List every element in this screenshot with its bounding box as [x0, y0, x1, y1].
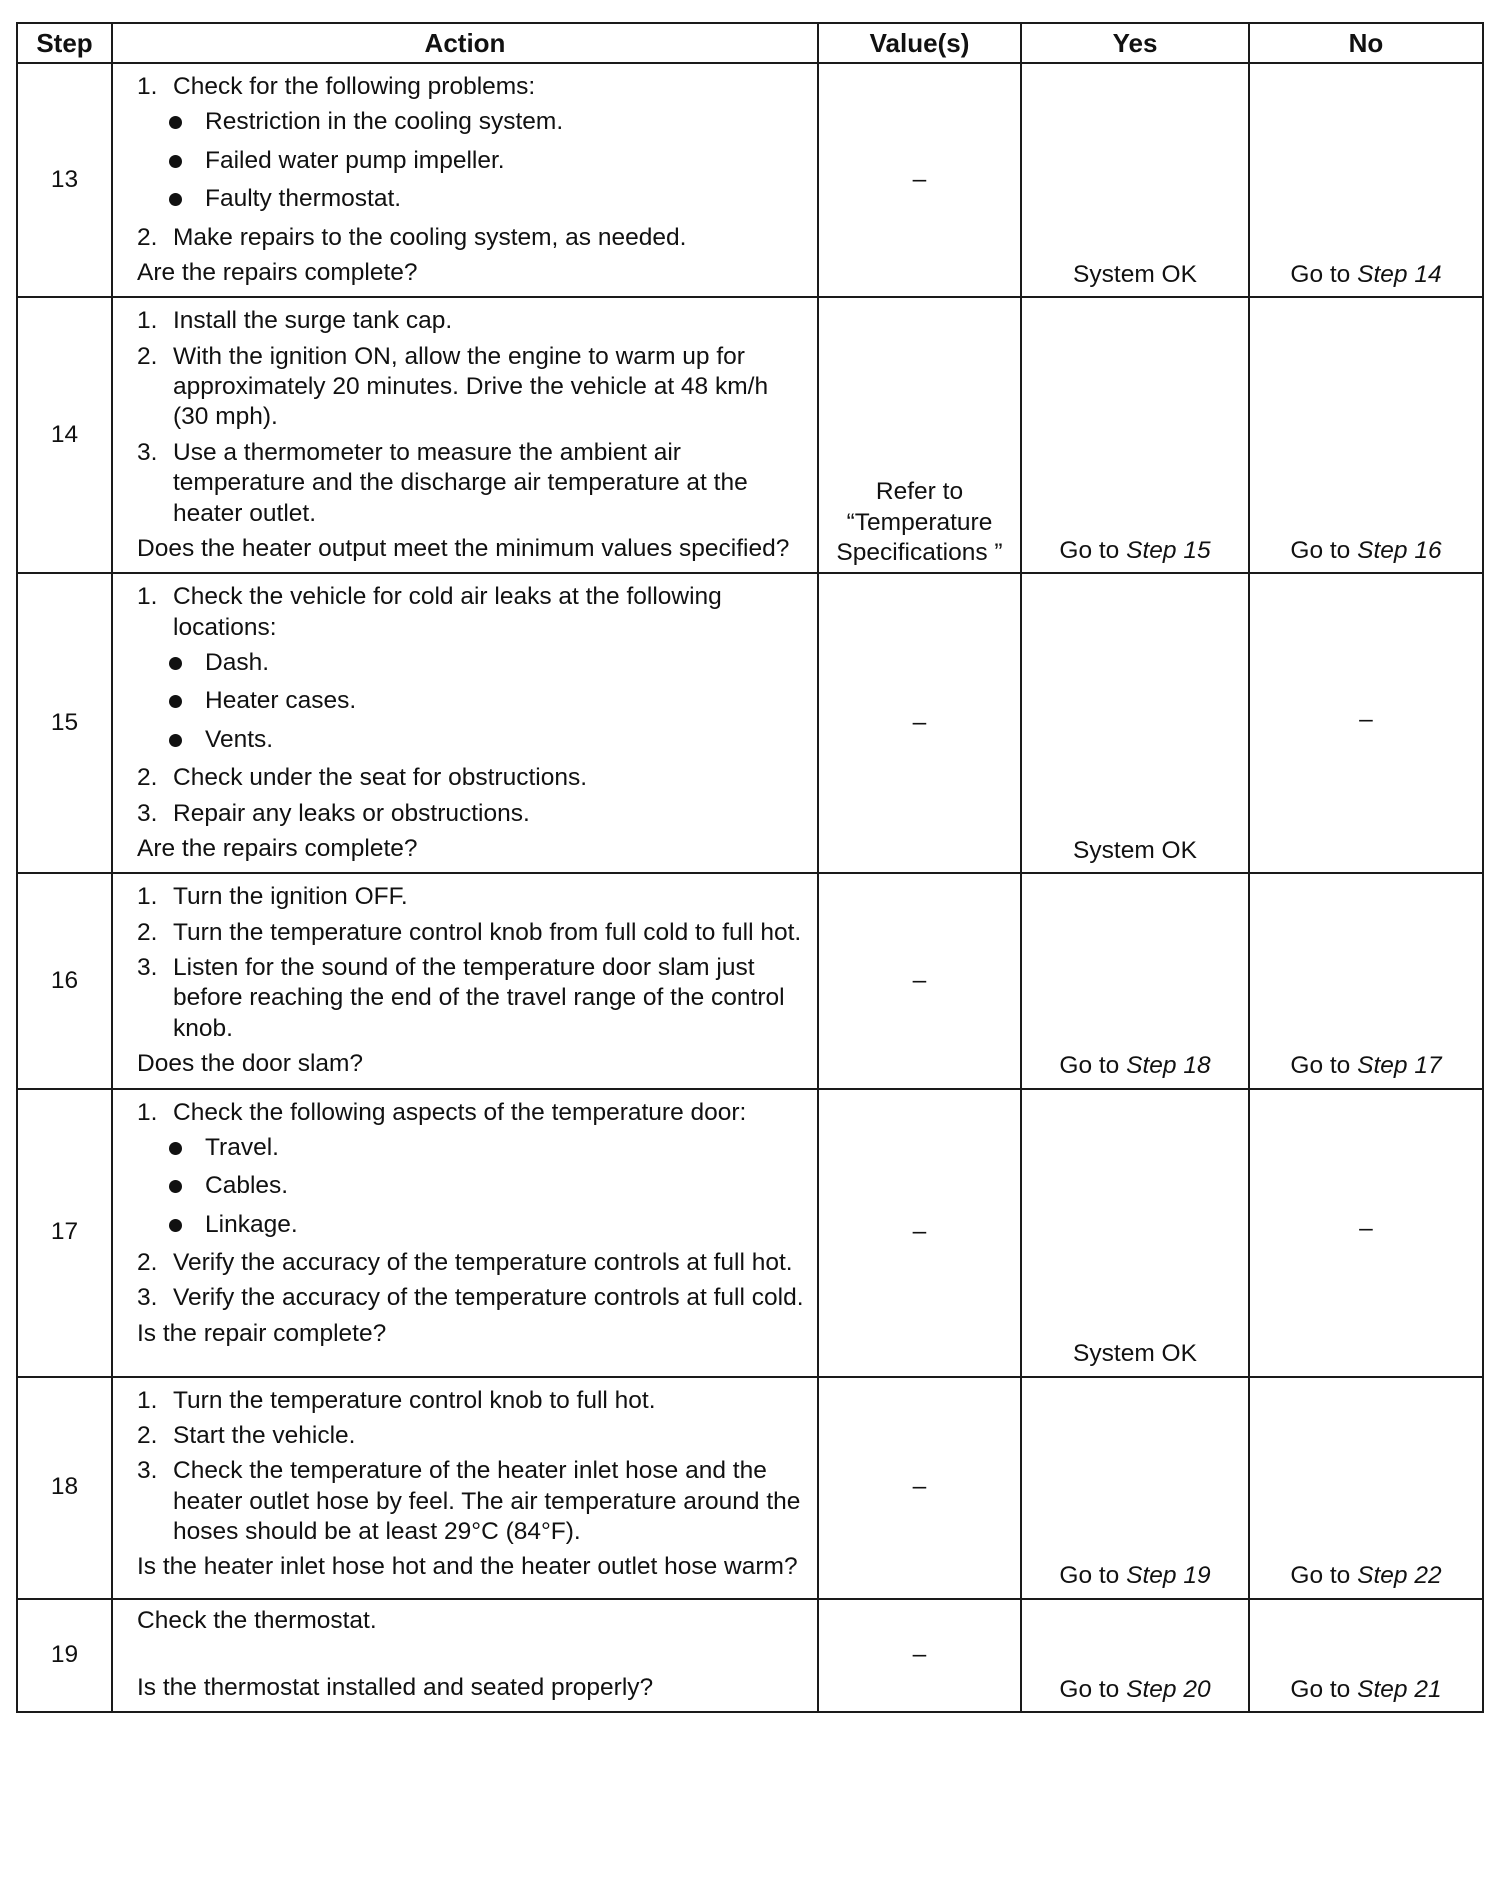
numbered-item	[137, 306, 807, 336]
numbered-item	[137, 953, 807, 1044]
value-cell: –	[818, 1089, 1021, 1377]
numbered-item	[137, 1098, 807, 1128]
no-text: –	[1359, 1215, 1373, 1243]
bullet-dot-icon	[169, 695, 182, 708]
value-cell: –	[818, 63, 1021, 297]
bullet-text: Restriction in the cooling system.	[205, 108, 564, 136]
yes-cell	[1021, 297, 1249, 573]
action-cell	[112, 1599, 818, 1713]
item-text: Repair any leaks or obstructions.	[173, 799, 530, 827]
no-goto-prefix: Go to	[1290, 1562, 1358, 1590]
step-number: 18	[17, 1377, 112, 1599]
action-cell	[112, 573, 818, 873]
item-number: 3.	[137, 954, 158, 981]
item-text: Check the temperature of the heater inlet hose and the heater outlet hose by feel. The air temperature around the hoses should be at least 29°C (84°F).	[173, 1457, 801, 1545]
yes-goto-prefix: Go to	[1059, 1675, 1127, 1703]
bullet-text: Faulty thermostat.	[205, 185, 402, 213]
no-cell	[1249, 1599, 1483, 1713]
item-text: Listen for the sound of the temperature door slam just before reaching the end of the travel range of the control knob.	[173, 954, 785, 1042]
bullet-item	[137, 1210, 807, 1240]
bullet-dot-icon	[169, 657, 182, 670]
bullet-text: Failed water pump impeller.	[205, 146, 505, 174]
item-number: 1.	[137, 307, 158, 335]
no-cell	[1249, 873, 1483, 1088]
no-goto-prefix: Go to	[1290, 536, 1358, 564]
item-number: 1.	[137, 73, 158, 100]
value-cell: Refer to “Temperature Specifications ”	[818, 297, 1021, 573]
no-goto-step: Step 22	[1357, 1562, 1442, 1590]
bullet-dot-icon	[169, 155, 182, 168]
numbered-item	[137, 223, 807, 253]
item-number: 1.	[137, 583, 158, 611]
value-cell: –	[818, 1377, 1021, 1599]
yes-cell	[1021, 63, 1249, 297]
bullet-text: Cables.	[205, 1172, 289, 1200]
no-goto-step: Step 17	[1357, 1052, 1442, 1080]
bullet-dot-icon	[169, 1219, 182, 1232]
yes-cell	[1021, 1089, 1249, 1377]
numbered-item	[137, 72, 807, 102]
item-number: 1.	[137, 883, 158, 911]
value-cell: –	[818, 873, 1021, 1088]
action-question: Are the repairs complete?	[137, 834, 418, 862]
item-number: 2.	[137, 764, 158, 792]
bullet-item	[137, 725, 807, 755]
bullet-item	[137, 184, 807, 214]
action-cell	[112, 63, 818, 297]
item-number: 2.	[137, 918, 158, 946]
bullet-item	[137, 146, 807, 176]
table-row	[17, 297, 1483, 573]
header-step: Step	[17, 23, 112, 63]
item-number: 3.	[137, 1284, 158, 1312]
step-number: 17	[17, 1089, 112, 1377]
table-body	[17, 63, 1483, 1712]
table-row	[17, 873, 1483, 1088]
item-number: 2.	[137, 1249, 158, 1276]
item-text: Turn the temperature control knob from full cold to full hot.	[173, 918, 802, 946]
table-row	[17, 63, 1483, 297]
item-number: 3.	[137, 799, 158, 827]
step-number: 13	[17, 63, 112, 297]
bullet-dot-icon	[169, 116, 182, 129]
yes-text: System OK	[1073, 836, 1197, 864]
yes-text: System OK	[1073, 1340, 1197, 1368]
item-text: Install the surge tank cap.	[173, 307, 453, 335]
item-text: Check the vehicle for cold air leaks at the following locations:	[173, 583, 722, 641]
header-action: Action	[112, 23, 818, 63]
numbered-item	[137, 1456, 807, 1547]
bullet-dot-icon	[169, 1142, 182, 1155]
item-text: With the ignition ON, allow the engine to warm up for approximately 20 minutes. Drive the vehicle at 48 km/h (30 mph).	[173, 342, 769, 431]
yes-goto-step: Step 20	[1126, 1675, 1211, 1703]
action-question: Is the repair complete?	[137, 1319, 387, 1347]
header-yes: Yes	[1021, 23, 1249, 63]
bullet-item	[137, 686, 807, 716]
diagnostic-table-page	[16, 22, 1484, 1713]
no-goto-step: Step 14	[1357, 260, 1442, 288]
table-row	[17, 1599, 1483, 1713]
header-row	[17, 23, 1483, 63]
table-row	[17, 1089, 1483, 1377]
diagnostic-table	[16, 22, 1484, 1713]
action-question: Does the heater output meet the minimum values specified?	[137, 534, 790, 562]
numbered-item	[137, 582, 807, 643]
action-cell	[112, 873, 818, 1088]
yes-cell	[1021, 873, 1249, 1088]
item-number: 3.	[137, 438, 158, 466]
item-text: Make repairs to the cooling system, as needed.	[173, 223, 687, 251]
item-number: 3.	[137, 1457, 158, 1485]
yes-cell	[1021, 1377, 1249, 1599]
item-text: Verify the accuracy of the temperature controls at full hot.	[173, 1249, 793, 1276]
action-cell	[112, 1377, 818, 1599]
numbered-item	[137, 799, 807, 829]
item-text: Check for the following problems:	[173, 73, 536, 100]
bullet-item	[137, 107, 807, 137]
yes-goto-prefix: Go to	[1059, 1562, 1127, 1590]
action-question: Is the thermostat installed and seated properly?	[137, 1673, 654, 1701]
no-goto-prefix: Go to	[1290, 1052, 1358, 1080]
numbered-item	[137, 1421, 807, 1451]
no-goto-prefix: Go to	[1290, 260, 1358, 288]
item-text: Use a thermometer to measure the ambient air temperature and the discharge air temperature at the heater outlet.	[173, 438, 748, 527]
action-text: Check the thermostat.	[137, 1606, 377, 1634]
no-cell	[1249, 573, 1483, 873]
yes-goto-step: Step 15	[1126, 536, 1211, 564]
yes-goto-step: Step 19	[1126, 1562, 1211, 1590]
action-question: Does the door slam?	[137, 1050, 364, 1078]
no-cell	[1249, 1377, 1483, 1599]
item-number: 1.	[137, 1386, 158, 1414]
numbered-item	[137, 342, 807, 433]
bullet-item	[137, 648, 807, 678]
item-text: Start the vehicle.	[173, 1421, 356, 1449]
value-cell: –	[818, 1599, 1021, 1713]
no-text: –	[1359, 706, 1373, 734]
item-text: Check under the seat for obstructions.	[173, 764, 587, 792]
step-number: 14	[17, 297, 112, 573]
no-goto-step: Step 21	[1357, 1675, 1442, 1703]
header-no: No	[1249, 23, 1483, 63]
item-text: Turn the ignition OFF.	[173, 883, 408, 911]
item-text: Check the following aspects of the temperature door:	[173, 1098, 747, 1126]
bullet-text: Travel.	[205, 1133, 279, 1161]
no-cell	[1249, 63, 1483, 297]
bullet-dot-icon	[169, 734, 182, 747]
value-cell: –	[818, 573, 1021, 873]
item-text: Verify the accuracy of the temperature controls at full cold.	[173, 1284, 804, 1312]
item-text: Turn the temperature control knob to full hot.	[173, 1386, 656, 1414]
step-number: 19	[17, 1599, 112, 1713]
numbered-item	[137, 918, 807, 948]
yes-goto-prefix: Go to	[1059, 536, 1127, 564]
item-number: 2.	[137, 223, 158, 251]
header-values: Value(s)	[818, 23, 1021, 63]
numbered-item	[137, 1386, 807, 1416]
numbered-item	[137, 1283, 807, 1313]
yes-cell	[1021, 573, 1249, 873]
action-question: Is the heater inlet hose hot and the heater outlet hose warm?	[137, 1553, 798, 1581]
item-number: 2.	[137, 342, 158, 370]
no-cell	[1249, 1089, 1483, 1377]
numbered-item	[137, 763, 807, 793]
item-number: 1.	[137, 1098, 158, 1126]
step-number: 16	[17, 873, 112, 1088]
bullet-text: Heater cases.	[205, 687, 357, 715]
action-cell	[112, 297, 818, 573]
yes-cell	[1021, 1599, 1249, 1713]
yes-text: System OK	[1073, 260, 1197, 288]
yes-goto-prefix: Go to	[1059, 1052, 1127, 1080]
step-number: 15	[17, 573, 112, 873]
bullet-dot-icon	[169, 1180, 182, 1193]
numbered-item	[137, 882, 807, 912]
numbered-item	[137, 438, 807, 529]
table-row	[17, 1377, 1483, 1599]
bullet-dot-icon	[169, 193, 182, 206]
bullet-text: Vents.	[205, 725, 274, 753]
bullet-item	[137, 1171, 807, 1201]
bullet-text: Linkage.	[205, 1210, 298, 1238]
table-row	[17, 573, 1483, 873]
no-goto-step: Step 16	[1357, 536, 1442, 564]
no-cell	[1249, 297, 1483, 573]
item-number: 2.	[137, 1421, 158, 1449]
numbered-item	[137, 1248, 807, 1278]
action-cell	[112, 1089, 818, 1377]
action-question: Are the repairs complete?	[137, 258, 418, 286]
bullet-item	[137, 1133, 807, 1163]
bullet-text: Dash.	[205, 649, 270, 676]
yes-goto-step: Step 18	[1126, 1052, 1211, 1080]
no-goto-prefix: Go to	[1290, 1675, 1358, 1703]
